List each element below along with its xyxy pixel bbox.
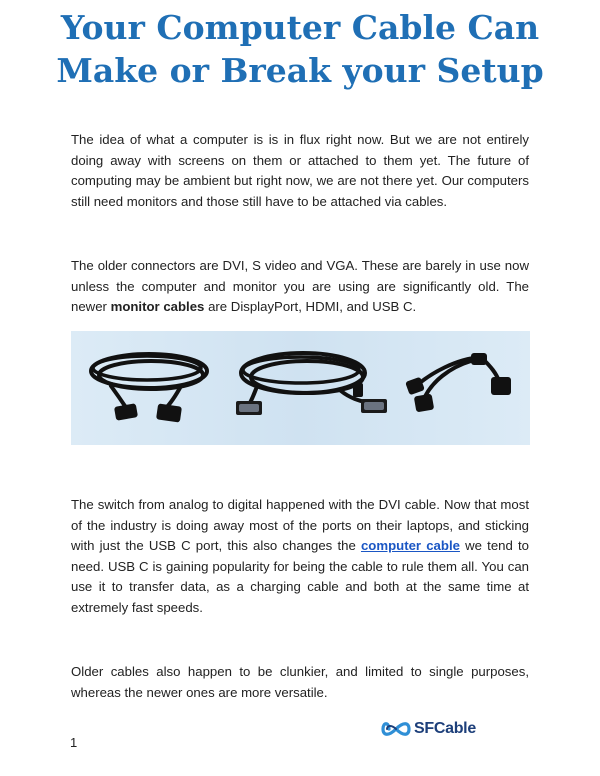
y-splitter-cable-image: [405, 353, 511, 412]
paragraph-intro: The idea of what a computer is is in flux right now. But we are not entirely doing away with screens on them or attached to them yet. The future of computing may be ambient but right now, we are not there yet. Our computers still need monitors and those still have to be attached via cables.: [71, 132, 529, 209]
power-cable-image: [91, 354, 207, 423]
sfcable-logo: [381, 716, 476, 742]
paragraph-older-cables: Older cables also happen to be clunkier, and limited to single purposes, whereas the newer ones are more versatile.: [71, 664, 529, 700]
title-line-1: Your Computer Cable Can: [60, 8, 540, 47]
paragraph-switch-text-b: we tend to need. USB C is gaining popularity for being the cable to rule them all. You can use it to transfer data, as a charging cable and both at the same time at extremely fast speeds.: [71, 538, 529, 615]
page-number: 1: [70, 735, 78, 750]
title-line-2: Make or Break your Setup: [56, 51, 544, 90]
paragraph-connectors-text-b: are DisplayPort, HDMI, and USB C.: [204, 299, 417, 315]
logo-text: SFCable: [414, 720, 476, 737]
computer-cable-link[interactable]: computer cable: [360, 538, 460, 554]
monitor-cables-bold: monitor cables: [110, 299, 205, 315]
paragraph-switch: [71, 495, 529, 619]
paragraph-connectors: [71, 256, 529, 318]
page-title: [40, 6, 560, 92]
infinity-logo-icon: [381, 718, 411, 740]
paragraph-connectors-text-a: The older connectors are DVI, S video and VGA. These are barely in use now unless the computer and monitor you are using are significantly old. The newer: [71, 258, 529, 315]
paragraph-switch-text-a: The switch from analog to digital happened with the DVI cable. Now that most of the industry is doing away most of the ports on their laptops, and sticking with just the USB C port, this also changes the: [71, 497, 529, 554]
vga-cable-image: [236, 353, 387, 415]
cables-image: [71, 331, 530, 445]
